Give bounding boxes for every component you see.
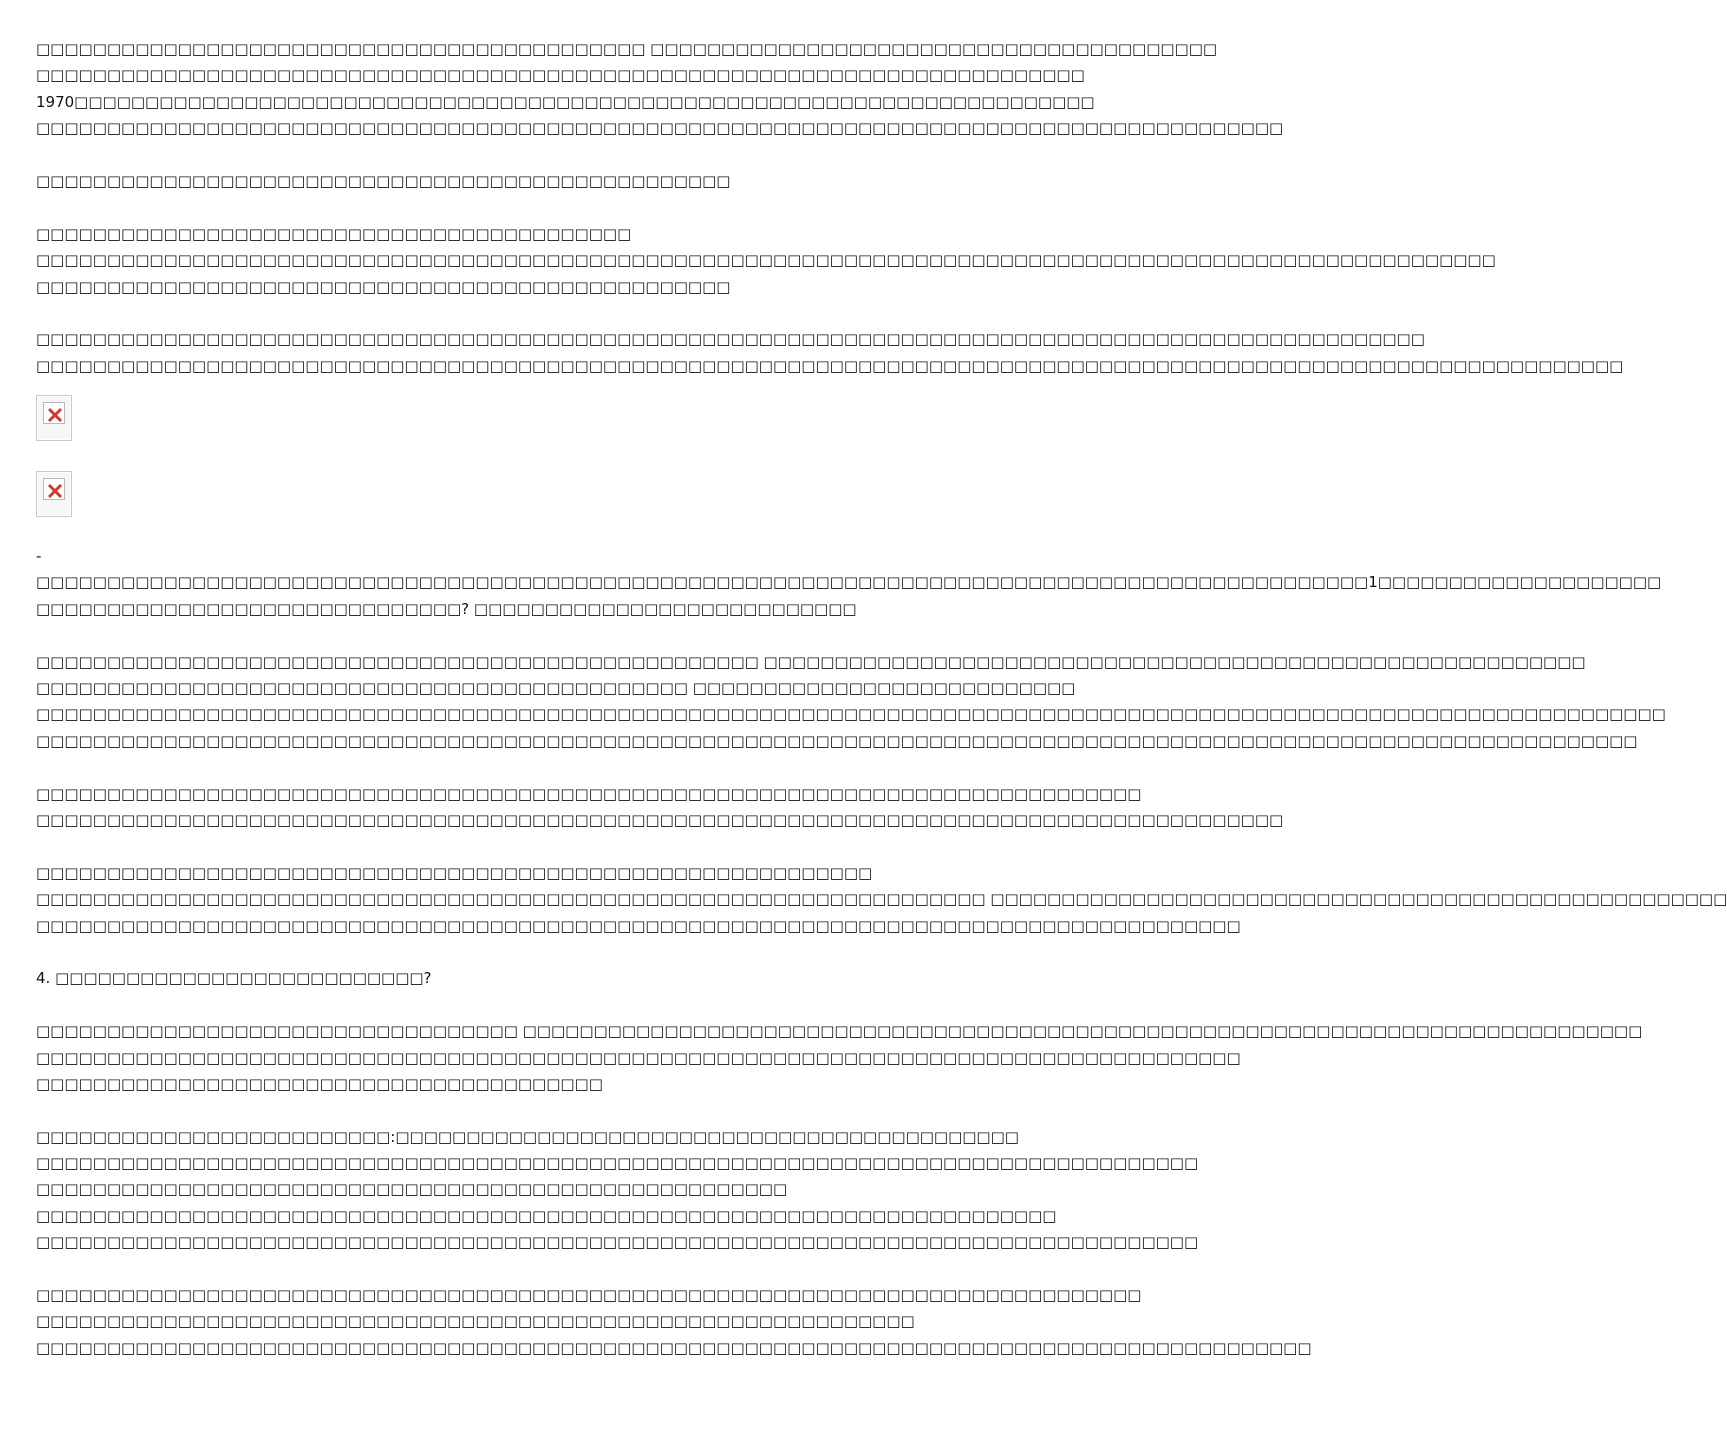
image-spacer [36,517,988,543]
document-body [36,36,1727,1361]
text-line: □□□□□□□□□□□□□□□□□□□□□□□□□□□□□□□□□□□□□□□□ [36,1074,603,1093]
paragraph-gap [36,1097,988,1123]
text-line: 4. □□□□□□□□□□□□□□□□□□□□□□□□□□? [36,969,432,988]
text-line: □□□□□□□□□□□□□□□□□□□□□□□□□□□□□□□□□□□□□□□□□□□□□□□□□ [36,171,731,190]
text-line: 1970□□□□□□□□□□□□□□□□□□□□□□□□□□□□□□□□□□□□□□□□□□□□□□□□□□□□□□□□□□□□□□□□□□□□□□□□ [36,92,1095,111]
broken-image-icon [36,471,72,517]
text-line: □□□□□□□□□□□□□□□□□□□□□□□□□□□□□□□□□□□□□□□□□□□□□□□□□□□□□□□□□□□□□□□□□□□□□□□□□□□□□□□□□□□□□□□□ [36,119,1284,138]
text-line: □□□□□□□□□□□□□□□□□□□□□□□□□□□□□□□□□□□□□□□□□□□□□□□□□□□□□□□□□□□□□□□□□□□□□□□□□□□□□□□□□□□□□□□□□□□□□□□□□□□□□□□ [36,251,1496,270]
text-line: □□□□□□□□□□□□□□□□□□□□□□□□□□□□□□□□□□ □□□□□□□□□□□□□□□□□□□□□□□□□□□□□□□□□□□□□□□□□□□□□□□□□□□□□□□□□□□□□□□□□□□□□□□□□□□□□□□ [36,1022,1643,1041]
text-line: □□□□□□□□□□□□□□□□□□□□□□□□□□□□□□□□□□□□□□□□□□□□□□□□□□□□□□□□□□□□□□□□□□□□□□□□□□□□□□□□□□ [36,1154,1199,1173]
text-line: □□□□□□□□□□□□□□□□□□□□□□□□□□□□□□□□□□□□□□□□□□□□□□□□□□□□□□□□□□□□□□□□□□□□□□□□□□□□□□□□□□□□□ [36,1048,1241,1067]
text-block-top [36,36,1624,379]
image-spacer [36,441,988,471]
paragraph-gap [36,194,988,220]
text-line: □□□□□□□□□□□□□□□□□□□□□□□□□□□□□□□□□□□□□□□□□□□□□□□□□□□□□ [36,1180,788,1199]
text-line: □□□□□□□□□□□□□□□□□□□□□□□□□□□□□□□□□□□□□□□□□□□□□□□□□□□□□□□□□□□ [36,863,873,882]
image-placeholder-1[interactable] [36,395,72,441]
text-line: □□□□□□□□□□□□□□□□□□□□□□□□□□□□□□□□□□□□□□□□□□ [36,224,632,243]
text-line: □□□□□□□□□□□□□□□□□□□□□□□□□□□□□□□□□□□□□□□□□□□□□□□□□□□□□□□□□□□□□□□□□□□□□□□□□□□□□□□□□□□□□ [36,916,1241,935]
text-line: □□□□□□□□□□□□□□□□□□□□□□□□□□□□□□□□□□□□□□□□□□□□□□□□□□□ □□□□□□□□□□□□□□□□□□□□□□□□□□□□□□□□□□□□□□□□□□□□□□□□□□□□□□□□□□ [36,652,1586,671]
paragraph-gap [36,622,988,648]
broken-image-icon [36,395,72,441]
paragraph-gap [36,1256,988,1282]
text-line: □□□□□□□□□□□□□□□□□□□□□□□□□□□□□□□□□□□□□□□□□□□□□□□□□□□□□□□□□□□□□□□□□□□□□□□□□□□□□□ [36,784,1142,803]
text-line: - [36,547,42,566]
text-line: □□□□□□□□□□□□□□□□□□□□□□□□□□□□□□□□□□□□□□□□□□□□□□ □□□□□□□□□□□□□□□□□□□□□□□□□□□ [36,679,1076,698]
text-line: □□□□□□□□□□□□□□□□□□□□□□□□□□□□□□□□□□□□□□□□□□□□□□□□□□□□□□□□□□□□□□□□□□□□□□□□□□□□□□□□□□ [36,1233,1199,1252]
paragraph-gap [36,142,988,168]
text-line: □□□□□□□□□□□□□□□□□□□□□□□□□□□□□□□□□□□□□□□□□□□□□□□□□□□□□□□□□□□□□□ [36,1312,915,1331]
text-line: □□□□□□□□□□□□□□□□□□□□□□□□□□□□□□□□□□□□□□□□□□□□□□□□□□□□□□□□□□□□□□□□□□□□□□□□□□□□□□ [36,1286,1142,1305]
text-line: □□□□□□□□□□□□□□□□□□□□□□□□□□□□□□□□□□□□□□□□□□□□□□□□□□□□□□□□□□□□□□□□□□□□□□□□□□□□□□□□□□□□□□□□□□□□□□1□□□□□□□□□□□□□□□□□□□□ [36,573,1662,592]
image-placeholder-2[interactable] [36,471,72,517]
image-spacer [36,379,988,395]
text-line: □□□□□□□□□□□□□□□□□□□□□□□□□□□□□□□□□□□□□□□□□□□ □□□□□□□□□□□□□□□□□□□□□□□□□□□□□□□□□□□□□□□□ [36,40,1218,58]
text-line: □□□□□□□□□□□□□□□□□□□□□□□□□□□□□□□□□□□□□□□□□□□□□□□□□□□□□□□□□□□□□□□□□□□□□□□□□□□□□□□□□□□□□□□□□□□□□□□□□□□□□□□□□□□□□□□□□□□ [36,705,1666,724]
text-block-bottom [36,543,1727,1361]
text-line: □□□□□□□□□□□□□□□□□□□□□□□□□□□□□□□□□□□□□□□□□□□□□□□□□□□□□□□□□□□□□□□□□□□ □□□□□□□□□□□□□□□□□□□□□□□□□□□□□□□□□□□□□□□□□□□□□□□□□□□□ [36,890,1727,909]
text-line: □□□□□□□□□□□□□□□□□□□□□□□□□□□□□□□□□□□□□□□□□□□□□□□□□□□□□□□□□□□□□□□□□□□□□□□□□□ [36,66,1085,85]
text-line: □□□□□□□□□□□□□□□□□□□□□□□□□:□□□□□□□□□□□□□□□□□□□□□□□□□□□□□□□□□□□□□□□□□□□□ [36,1127,1019,1146]
paragraph-gap [36,833,988,859]
text-line: □□□□□□□□□□□□□□□□□□□□□□□□□□□□□□□□□□□□□□□□□□□□□□□□□□□□□□□□□□□□□□□□□□□□□□□□□□□□□□□□□□□□□□□□□□□□□□□□□□□□□□□□□□□□□□□□ [36,356,1624,375]
paragraph-gap [36,300,988,326]
text-line: □□□□□□□□□□□□□□□□□□□□□□□□□□□□□□□□□□□□□□□□□□□□□□□□□□□□□□□□□□□□□□□□□□□□□□□□□□□□□□□□□□□□□□□□□□□□□□□□□□□□□□□□□□□□□□□□□ [36,731,1638,750]
text-line: □□□□□□□□□□□□□□□□□□□□□□□□□□□□□□□□□□□□□□□□□□□□□□□□□□□□□□□□□□□□□□□□□□□□□□□□□□□□□□□□□□□□□□□□ [36,810,1284,829]
text-line: □□□□□□□□□□□□□□□□□□□□□□□□□□□□□□□□□□□□□□□□□□□□□□□□□□□□□□□□□□□□□□□□□□□□□□□□□□□□□□□□□□□□□□□□□□ [36,1338,1312,1357]
text-line: □□□□□□□□□□□□□□□□□□□□□□□□□□□□□□? □□□□□□□□□□□□□□□□□□□□□□□□□□□ [36,599,857,618]
text-line: □□□□□□□□□□□□□□□□□□□□□□□□□□□□□□□□□□□□□□□□□□□□□□□□□ [36,277,731,296]
text-line: □□□□□□□□□□□□□□□□□□□□□□□□□□□□□□□□□□□□□□□□□□□□□□□□□□□□□□□□□□□□□□□□□□□□□□□□□□□□□□□□□□□□□□□□□□□□□□□□□□ [36,330,1425,349]
text-line: □□□□□□□□□□□□□□□□□□□□□□□□□□□□□□□□□□□□□□□□□□□□□□□□□□□□□□□□□□□□□□□□□□□□□□□□ [36,1206,1057,1225]
paragraph-gap [36,939,988,965]
paragraph-gap [36,992,988,1018]
paragraph-gap [36,754,988,780]
